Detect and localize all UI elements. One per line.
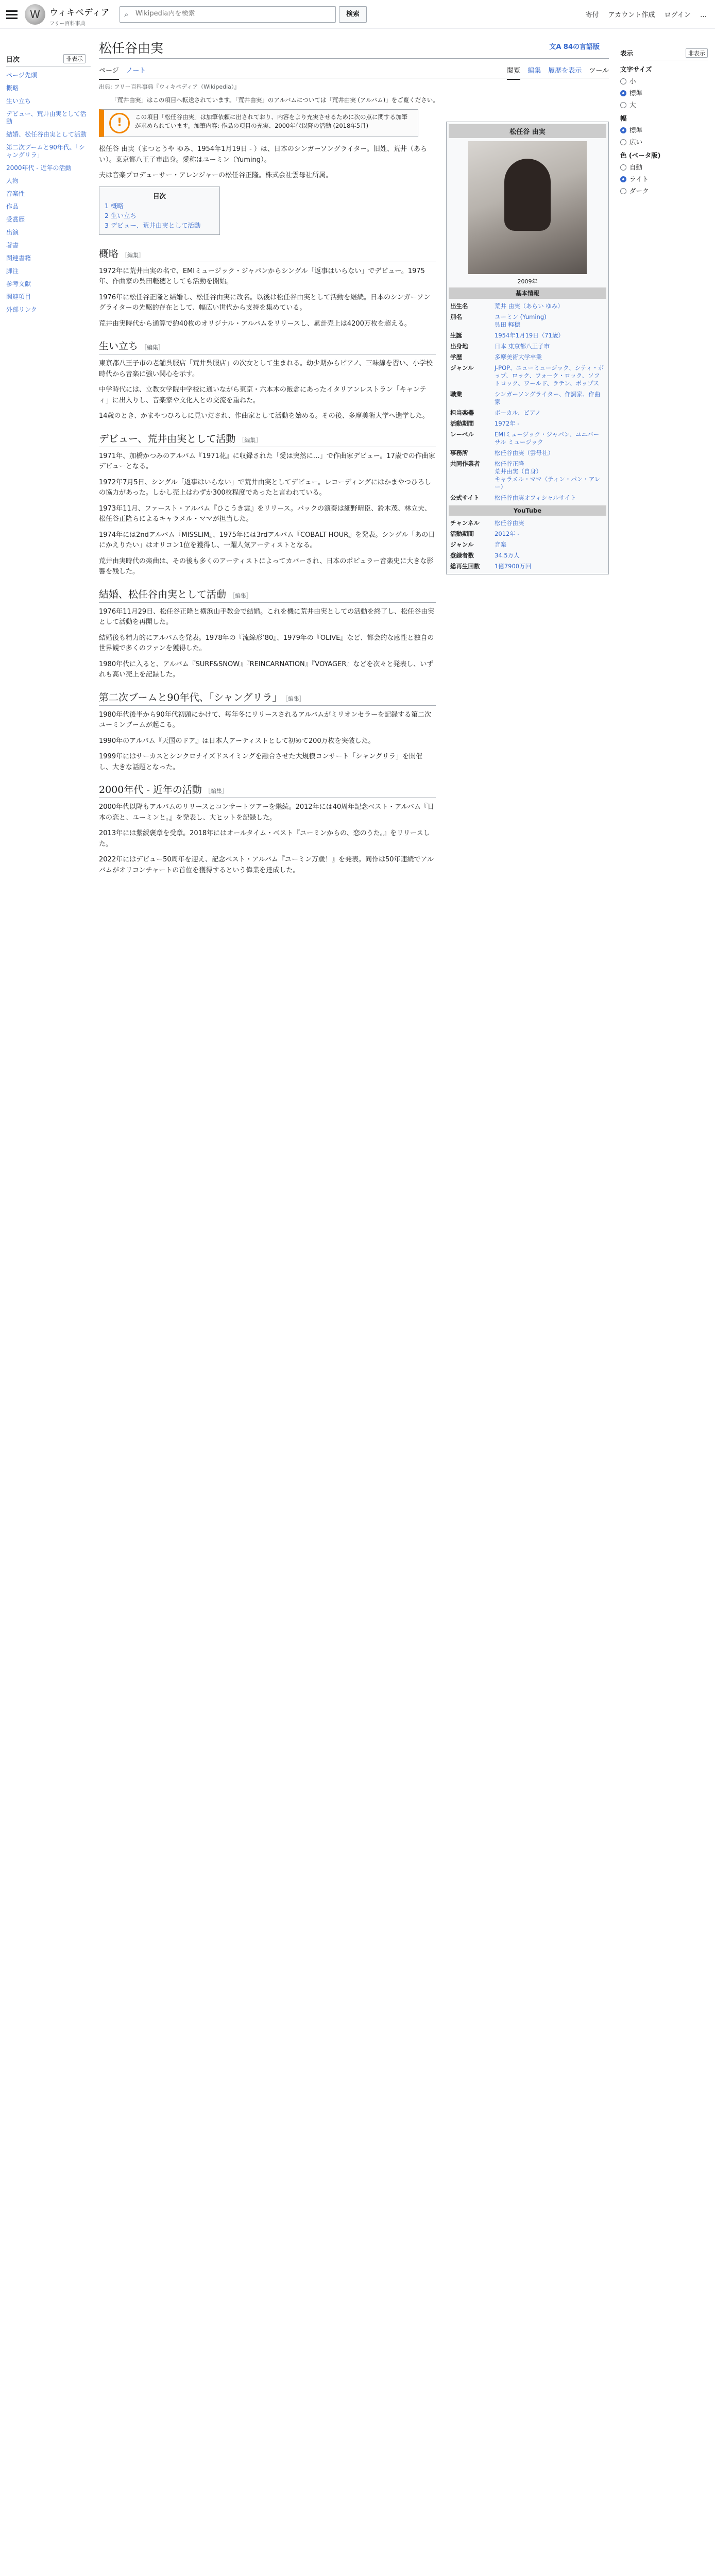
sidebar-item[interactable]: 結婚、松任谷由実として活動 (6, 131, 87, 138)
infobox-value[interactable]: 1954年1月19日（71歳） (495, 332, 564, 339)
infobox-key: 総再生回数 (450, 563, 480, 570)
paragraph: 1980年代に入ると、アルバム『SURF&SNOW』『REINCARNATION』『VOYAGER』などを次々と発表し、いずれも高い売上を記録した。 (99, 660, 434, 679)
section-title: 概略 (99, 248, 119, 260)
infobox-value[interactable]: 多摩美術大学卒業 (495, 353, 542, 361)
donate-link[interactable]: 寄付 (585, 11, 599, 19)
infobox-key: 学歴 (450, 353, 462, 361)
infobox-value[interactable]: ユーミン (Yuming) 呉田 軽穂 (495, 313, 547, 328)
paragraph: 1972年に荒井由実の名で、EMIミュージック・ジャパンからシングル「返事はいらない」でデビュー。1975年、作曲家の呉田軽穂としても活動を開始。 (99, 267, 425, 285)
infobox-key: 公式サイト (450, 494, 480, 501)
infobox-value[interactable]: 松任谷由実（雲母社） (495, 449, 554, 456)
infobox-row (449, 408, 606, 418)
infobox-key: 別名 (450, 313, 462, 320)
sidebar-item[interactable]: 関連項目 (6, 293, 31, 300)
expansion-notice (99, 109, 418, 137)
toc-title: 目次 (152, 192, 166, 200)
infobox-value[interactable]: J-POP、ニューミュージック、シティ・ポップ、ロック、フォーク・ロック、ソフトロック、ワールド、ラテン、ポップス (495, 364, 604, 387)
search-box[interactable] (120, 6, 336, 23)
sidebar-item[interactable]: デビュー、荒井由実として活動 (6, 110, 87, 125)
text-size-small[interactable]: 小 (620, 76, 708, 86)
infobox-key: 職業 (450, 391, 462, 398)
sidebar-item[interactable]: 参考文献 (6, 280, 31, 287)
color-dark[interactable]: ダーク (620, 186, 708, 195)
tab-tools[interactable]: ツール (589, 67, 609, 75)
create-account-link[interactable]: アカウント作成 (608, 11, 655, 19)
section-title: 結婚、松任谷由実として活動 (99, 588, 227, 600)
section-title: 2000年代 - 近年の活動 (99, 784, 202, 795)
infobox-value[interactable]: シンガーソングライター、作詞家、作曲家 (495, 391, 601, 405)
hatnote: 「荒井由実」はこの項目へ転送されています。「荒井由実」のアルバムについては「荒井由実 (アルバム)」をご覧ください。 (111, 96, 439, 104)
edit-section-link[interactable]: ［編集］ (205, 788, 228, 794)
edit-section-link[interactable]: ［編集］ (122, 251, 145, 259)
paragraph: 東京都八王子市の老舗呉服店「荒井呉服店」の次女として生まれる。幼少期からピアノ、三味線を習い、小学校時代から音楽に強い関心を示す。 (99, 360, 433, 378)
infobox-row (449, 493, 606, 503)
paragraph: 1980年代後半から90年代初頭にかけて、毎年冬にリリースされるアルバムがミリオンセラーを記録する第二次ユーミンブームが起こる。 (99, 710, 432, 729)
infobox-row (449, 312, 606, 330)
infobox-row (449, 341, 606, 352)
sidebar-item[interactable]: 関連書籍 (6, 255, 31, 262)
sidebar-item[interactable]: 出演 (6, 229, 19, 236)
section-title: デビュー、荒井由実として活動 (99, 433, 236, 445)
page-title: 松任谷由実 (99, 31, 609, 59)
section-title: 第二次ブームと90年代、「シャングリラ」 (99, 691, 282, 703)
width-wide[interactable]: 広い (620, 137, 708, 146)
paragraph: 1974年には2ndアルバム『MISSLIM』、1975年には3rdアルバム『COBALT HOUR』を発表。シングル「あの日にかえりたい」はオリコン1位を獲得し、一躍人気アーティストとなる。 (99, 531, 435, 549)
search-icon: ⌕ (124, 10, 129, 19)
sidebar-item[interactable]: 第二次ブームと90年代、「シャングリラ」 (6, 144, 85, 159)
appearance-panel (620, 41, 708, 198)
more-icon[interactable]: … (700, 11, 707, 19)
paragraph: 2000年代以降もアルバムのリリースとコンサートツアーを継続。2012年には40周年記念ベスト・アルバム『日本の恋と、ユーミンと。』を発表し、大ヒットを記録した。 (99, 803, 434, 822)
sidebar-item[interactable]: 概略 (6, 84, 19, 92)
paragraph: 結婚後も精力的にアルバムを発表。1978年の『流線形’80』、1979年の『OLIVE』など、都会的な感性と独自の世界観で多くのファンを獲得した。 (99, 634, 434, 652)
paragraph: 荒井由実時代の楽曲は、その後も多くのアーティストによってカバーされ、日本のポピュラー音楽史に大きな影響を残した。 (99, 557, 434, 575)
photo-caption: 2009年 (517, 278, 538, 285)
paragraph: 1990年のアルバム『天国のドア』は日本人アーティストとして初めて200万枚を突破した。 (99, 737, 375, 745)
toc-item[interactable]: 3 デビュー、荒井由実として活動 (105, 221, 201, 229)
paragraph: 1976年に松任谷正隆と結婚し、松任谷由実に改名。以後は松任谷由実として活動を継続。日本のシンガーソングライターの先駆的存在として、幅広い世代から支持を集めている。 (99, 293, 431, 312)
sidebar-toc (0, 52, 91, 316)
sidebar-item[interactable]: 受賞歴 (6, 216, 25, 223)
infobox-row (449, 418, 606, 429)
tab-page[interactable]: ページ (99, 67, 119, 80)
infobox-value[interactable]: 松任谷由実オフィシャルサイト (495, 494, 576, 501)
logo-text[interactable] (49, 5, 110, 27)
infobox-value[interactable]: 荒井 由実（あらい ゆみ） (495, 302, 564, 310)
infobox-title: 松任谷 由実 (449, 124, 606, 138)
sidebar-item[interactable]: ページ先頭 (6, 72, 37, 79)
infobox-key: ジャンル (450, 541, 474, 548)
infobox-row (449, 352, 606, 363)
infobox-key: 登録者数 (450, 552, 474, 559)
infobox-row (449, 363, 606, 389)
infobox-value[interactable]: 松任谷由実 (495, 519, 524, 527)
edit-section-link[interactable]: ［編集］ (141, 344, 164, 351)
source-note: 出典: フリー百科事典『ウィキペディア（Wikipedia）』 (99, 83, 240, 90)
infobox-key: レーベル (450, 431, 474, 438)
infobox-row (449, 301, 606, 312)
infobox-value[interactable]: 日本 東京都八王子市 (495, 343, 550, 350)
paragraph: 夫は音楽プロデューサー・アレンジャーの松任谷正隆。株式会社雲母社所属。 (99, 172, 333, 179)
toc-heading: 目次 非表示 (6, 52, 91, 67)
article-body (99, 144, 436, 876)
infobox-value[interactable]: 34.5万人 (495, 552, 520, 559)
paragraph: 中学時代には、立教女学院中学校に通いながら東京・六本木の飯倉にあったイタリアンレストラン「キャンティ」に出入りし、音楽家や文化人との交流を重ねた。 (99, 386, 427, 404)
color-light[interactable]: ライト (620, 174, 708, 183)
infobox-row (449, 561, 606, 572)
text-size-large[interactable]: 大 (620, 100, 708, 109)
infobox-key: 事務所 (450, 449, 468, 456)
infobox-value[interactable]: 松任谷正隆 荒井由実（自身） キャラメル・ママ（ティン・パン・アレー） (495, 460, 601, 490)
section-heading (99, 583, 436, 603)
width-standard[interactable]: 標準 (620, 125, 708, 134)
search-input[interactable] (135, 10, 311, 18)
infobox-table (449, 301, 606, 503)
tab-edit[interactable]: 編集 (527, 67, 541, 75)
sidebar-item[interactable]: 著書 (6, 242, 19, 249)
artist-photo[interactable] (468, 141, 587, 274)
infobox-row (449, 459, 606, 493)
text-size-standard[interactable]: 標準 (620, 88, 708, 97)
infobox-value[interactable]: EMIミュージック・ジャパン、ユニバーサル ミュージック (495, 431, 599, 446)
sidebar-item[interactable]: 外部リンク (6, 306, 37, 313)
warning-icon: ! (109, 113, 130, 133)
logo-subtitle: フリー百科事典 (49, 21, 86, 27)
color-label: 色 (ベータ版) (620, 151, 661, 159)
width-label: 幅 (620, 114, 627, 122)
sidebar-item[interactable]: 2000年代 - 近年の活動 (6, 164, 72, 172)
tab-read[interactable]: 閲覧 (507, 67, 520, 80)
tab-talk[interactable]: ノート (126, 67, 146, 75)
paragraph: 1971年、加橋かつみのアルバム『1971花』に収録された「愛は突然に…」で作曲家デビュー。17歳での作曲家デビューとなる。 (99, 452, 435, 470)
sidebar-item[interactable]: 生い立ち (6, 97, 31, 105)
infobox-key: チャンネル (450, 519, 480, 527)
infobox-row (449, 518, 606, 529)
infobox-value[interactable]: 2012年 - (495, 530, 520, 537)
inline-toc (99, 187, 220, 235)
page-tabs (99, 59, 609, 78)
paragraph: 1976年11月29日、松任谷正隆と横浜山手教会で結婚。これを機に荒井由実としての活動を終了し、松任谷由実として活動を再開した。 (99, 607, 435, 626)
infobox-section: 基本情報 (449, 287, 606, 299)
color-auto[interactable]: 自動 (620, 162, 708, 172)
tab-history[interactable]: 履歴を表示 (548, 67, 582, 75)
toc-hide-button[interactable]: 非表示 (63, 54, 86, 63)
infobox-row (449, 529, 606, 539)
paragraph: 松任谷 由実（まつとうや ゆみ、1954年1月19日 - ）は、日本のシンガーソングライター。旧姓、荒井（あらい）。東京都八王子市出身。愛称はユーミン（Yuming）。 (99, 145, 427, 164)
infobox-key: 担当楽器 (450, 409, 474, 416)
wikipedia-globe-icon[interactable]: W (25, 4, 45, 25)
infobox-row (449, 550, 606, 561)
section-heading (99, 242, 436, 262)
youtube-table (449, 518, 606, 572)
infobox-key: 出生名 (450, 302, 468, 310)
expansion-notice-text: この項目「松任谷由実」は加筆依頼に出されており、内容をより充実させるために次の点に関する加筆が求められています。加筆内容: 作品の項目の充実、2000年代以降の活動 (2018年5月) (135, 113, 407, 129)
paragraph: 2013年には紫綬褒章を受章。2018年にはオールタイム・ベスト『ユーミンからの、恋のうた。』をリリースした。 (99, 829, 430, 848)
infobox-value[interactable]: ボーカル、ピアノ (495, 409, 541, 416)
main-content (99, 31, 609, 881)
appearance-hide-button[interactable]: 非表示 (686, 48, 708, 58)
section-heading (99, 334, 436, 354)
infobox-key: 生誕 (450, 332, 462, 339)
infobox-value[interactable]: 1億7900万回 (495, 563, 532, 570)
infobox-row (449, 448, 606, 459)
user-links (578, 9, 707, 19)
login-link[interactable]: ログイン (664, 11, 691, 19)
infobox-key: 共同作業者 (450, 460, 480, 467)
infobox-key: 出身地 (450, 343, 468, 350)
section-heading (99, 686, 436, 706)
logo-title: ウィキペディア (49, 8, 110, 18)
appearance-heading: 表示 非表示 (620, 46, 708, 60)
paragraph: 荒井由実時代から通算で約40枚のオリジナル・アルバムをリリースし、累計売上は4200万枚を超える。 (99, 319, 411, 328)
sidebar-item[interactable]: 作品 (6, 203, 19, 210)
infobox-key: 活動期間 (450, 420, 474, 427)
infobox-row (449, 429, 606, 448)
text-size-label: 文字サイズ (620, 65, 652, 73)
infobox-row (449, 539, 606, 550)
infobox-row (449, 389, 606, 408)
edit-section-link[interactable]: ［編集］ (229, 592, 252, 599)
section-heading (99, 778, 436, 798)
toc-item[interactable]: 1 概略 (105, 201, 124, 210)
toc-item[interactable]: 2 生い立ち (105, 211, 137, 219)
paragraph: 1972年7月5日、シングル「返事はいらない」で荒井由実としてデビュー。レコーディングにはかまやつひろしの協力があった。しかし売上はわずか300枚程度であったと言われている。 (99, 478, 431, 497)
sidebar-item[interactable]: 脚注 (6, 267, 19, 275)
edit-section-link[interactable]: ［編集］ (239, 436, 262, 444)
paragraph: 2022年にはデビュー50周年を迎え、記念ベスト・アルバム『ユーミン万歳！』を発表。同作は50年連続でアルバムがオリコンチャートの首位を獲得するという偉業を達成した。 (99, 856, 434, 874)
infobox-value[interactable]: 1972年 - (495, 420, 520, 427)
header (0, 0, 715, 29)
paragraph: 14歳のとき、かまやつひろしに見いだされ、作曲家として活動を始める。その後、多摩美術大学へ進学した。 (99, 412, 429, 420)
infobox-key: 活動期間 (450, 530, 474, 537)
section-heading (99, 427, 436, 447)
infobox-row (449, 330, 606, 341)
sidebar-item[interactable]: 音楽性 (6, 190, 25, 197)
language-button[interactable]: 文A 84の言語版 (549, 43, 600, 51)
search-button[interactable]: 検索 (339, 6, 367, 23)
youtube-section: YouTube (449, 505, 606, 516)
menu-icon[interactable] (6, 8, 18, 20)
paragraph: 1999年にはサーカスとシンクロナイズドスイミングを融合させた大規模コンサート「シャングリラ」を開催し、大きな話題となった。 (99, 753, 423, 771)
infobox-key: ジャンル (450, 364, 474, 371)
section-title: 生い立ち (99, 341, 139, 352)
infobox-value[interactable]: 音楽 (495, 541, 506, 548)
edit-section-link[interactable]: ［編集］ (285, 695, 305, 702)
sidebar-item[interactable]: 人物 (6, 177, 19, 184)
paragraph: 1973年11月、ファースト・アルバム『ひこうき雲』をリリース。バックの演奏は細野晴臣、鈴木茂、林立夫、松任谷正隆らによるキャラメル・ママが担当した。 (99, 504, 432, 523)
infobox (446, 122, 609, 574)
